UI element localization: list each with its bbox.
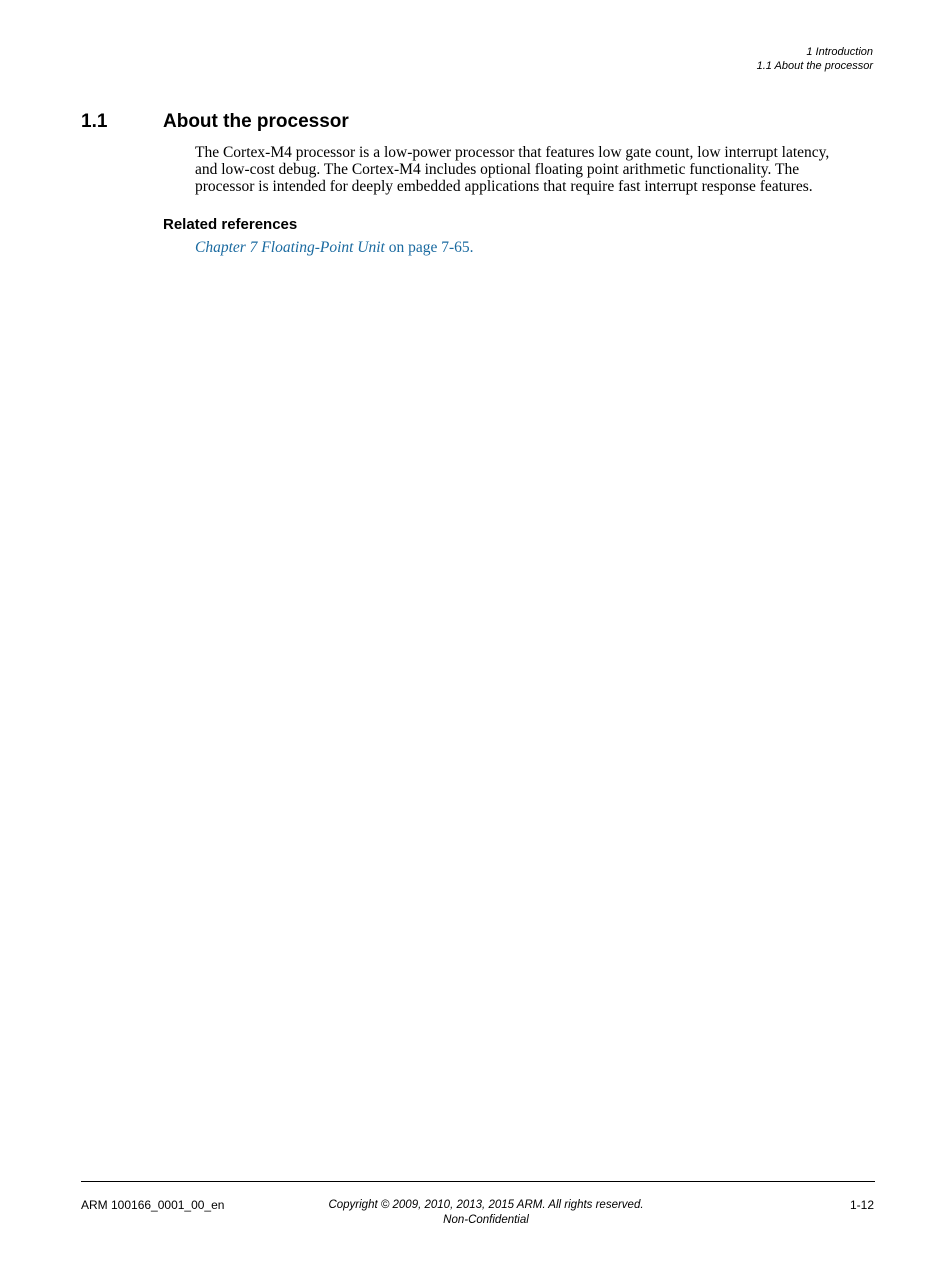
footer-copyright-block	[286, 1198, 686, 1228]
related-references-heading: Related references	[163, 216, 298, 233]
section-title: About the processor	[163, 111, 349, 132]
footer-page-number: 1-12	[849, 1198, 874, 1212]
footer-confidentiality: Non-Confidential	[443, 1214, 529, 1226]
section-body	[195, 144, 865, 195]
header-section: 1.1 About the processor	[756, 60, 873, 72]
link-page-text[interactable]: on page 7-65.	[384, 239, 474, 256]
header-chapter: 1 Introduction	[806, 46, 873, 58]
footer-doc-id: ARM 100166_0001_00_en	[81, 1198, 225, 1212]
running-header	[757, 45, 873, 73]
related-reference-link[interactable]	[195, 238, 474, 257]
body-line: The Cortex-M4 processor is a low-power processor that features low gate count, low interrupt latency,	[195, 144, 830, 161]
footer-divider	[81, 1181, 875, 1182]
footer-copyright: Copyright © 2009, 2010, 2013, 2015 ARM. All rights reserved.	[328, 1199, 644, 1211]
link-chapter-text[interactable]: Chapter 7 Floating-Point Unit	[195, 239, 385, 256]
section-number: 1.1	[81, 111, 108, 132]
body-line: processor is intended for deeply embedded applications that require fast interrupt response features.	[195, 178, 813, 195]
body-line: and low-cost debug. The Cortex-M4 includes optional floating point arithmetic functionality. The	[195, 161, 800, 178]
